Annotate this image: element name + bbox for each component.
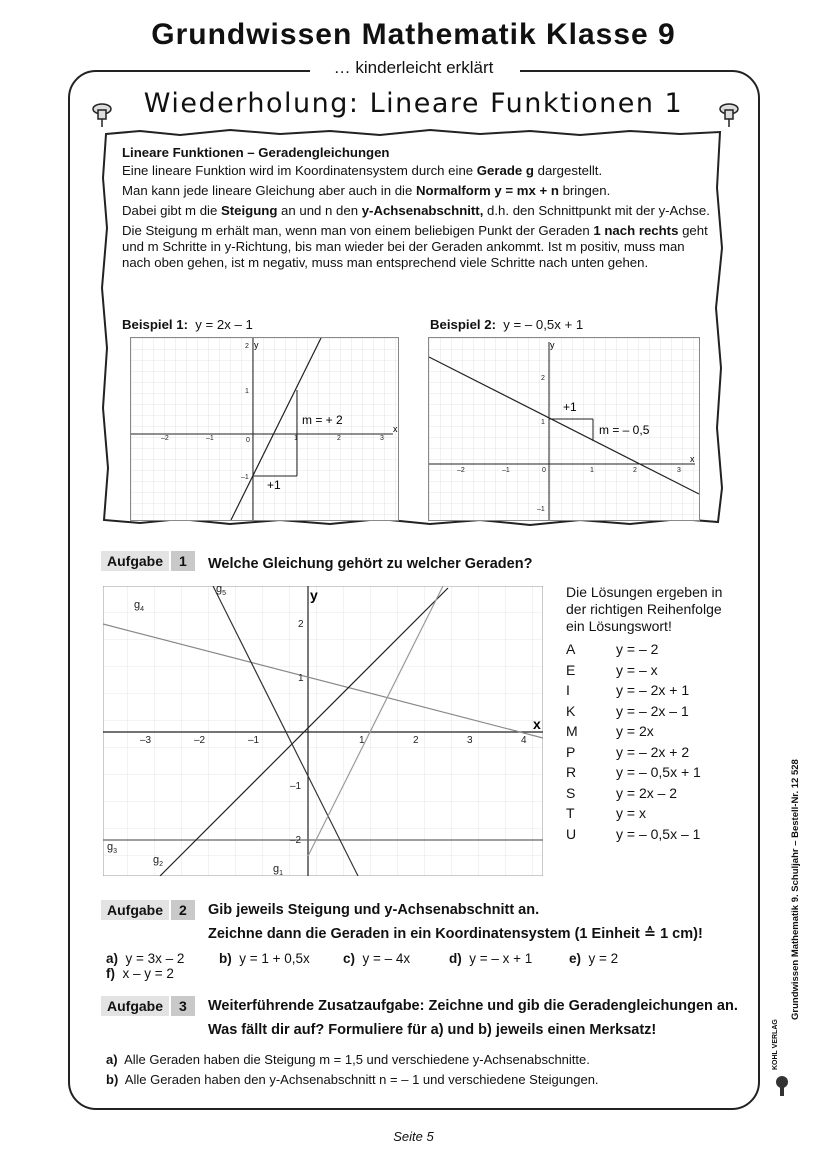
- task2-item: a) y = 3x – 2: [106, 951, 185, 966]
- svg-text:m = + 2: m = + 2: [302, 413, 343, 427]
- svg-text:2: 2: [413, 735, 419, 746]
- svg-text:–3: –3: [140, 735, 152, 746]
- side-order-text: Grundwissen Mathematik 9. Schuljahr – Bestell-Nr. 12 528: [790, 759, 801, 1020]
- example1-label: Beispiel 1: y = 2x – 1: [122, 317, 253, 332]
- svg-text:y: y: [254, 340, 259, 350]
- example1-graph: [130, 337, 399, 521]
- example2-graph: [428, 337, 700, 521]
- svg-text:–2: –2: [457, 467, 465, 474]
- publisher-logo: KOHL VERLAG: [772, 1030, 792, 1100]
- task3-text: Weiterführende Zusatzaufgabe: Zeichne und gib die Geradengleichungen an. Was fällt dir auf? Formuliere für a) und b) jeweils einen Merksatz!: [208, 998, 738, 1038]
- svg-text:3: 3: [380, 435, 384, 442]
- intro-text: Lineare Funktionen – Geradengleichungen Eine lineare Funktion wird im Koordinatensystem durch eine Gerade g dargestellt. Man kann jede lineare Gleichung aber auch in die Normalform y = mx + n bringen. Dabei gibt m die Steigung an und n den y-Achsenabschnitt, d.h. den Schnittpunkt mit der y-Achse. Die Steigung m erhält man, wenn man von einem beliebigen Punkt der Geraden 1 nach rechts geht und m Schritte in y-Richtung, bis man wieder bei der Geraden ankommt. Ist m positiv, muss man nach oben gehen, ist m negativ, muss man entsprechend viele Schritte nach unten gehen.: [122, 145, 712, 271]
- svg-text:–1: –1: [206, 435, 214, 442]
- solution-equation: y = – 2x + 2: [616, 743, 690, 760]
- task3-header: Aufgabe 3: [101, 998, 195, 1016]
- solution-row: [566, 641, 701, 662]
- solution-row: [566, 785, 701, 806]
- solution-equation: y = – x: [616, 661, 658, 678]
- solution-equation: y = x: [616, 805, 646, 821]
- solution-row: [566, 744, 701, 765]
- task2-item: b) y = 1 + 0,5x: [219, 951, 310, 966]
- svg-text:–1: –1: [502, 467, 510, 474]
- svg-text:x: x: [393, 424, 398, 434]
- svg-text:m = – 0,5: m = – 0,5: [599, 423, 650, 437]
- svg-text:3: 3: [467, 735, 473, 746]
- task2-item: e) y = 2: [569, 951, 619, 966]
- svg-text:g1: $g_1$: [273, 863, 284, 876]
- task2-item: c) y = – 4x: [343, 951, 411, 966]
- svg-text:3: 3: [677, 467, 681, 474]
- page-subtitle: … kinderleicht erklärt: [333, 58, 494, 77]
- svg-text:+1: +1: [563, 400, 577, 414]
- solution-equation: y = – 2x – 1: [616, 702, 689, 719]
- task1-header: Aufgabe 1: [101, 553, 195, 571]
- task1-graph: [103, 586, 543, 876]
- intro-heading: Lineare Funktionen – Geradengleichungen: [122, 145, 390, 160]
- solution-row: [566, 805, 701, 826]
- svg-text:2: 2: [541, 375, 545, 382]
- solution-equation: y = 2x – 2: [616, 784, 678, 801]
- page-title: Grundwissen Mathematik Klasse 9: [151, 18, 676, 51]
- svg-text:1: 1: [245, 388, 249, 395]
- svg-text:1: 1: [359, 735, 365, 746]
- solution-letter: E: [566, 661, 576, 678]
- svg-text:y: y: [310, 587, 318, 603]
- solution-row: [566, 662, 701, 683]
- solution-letter: T: [566, 805, 575, 821]
- svg-text:–1: –1: [241, 474, 249, 481]
- solution-row: [566, 682, 701, 703]
- svg-text:1: 1: [294, 435, 298, 442]
- svg-text:1: 1: [298, 673, 304, 684]
- solution-row: [566, 764, 701, 785]
- solution-row: [566, 723, 701, 744]
- task2-text: Gib jeweils Steigung und y-Achsenabschnitt an. Zeichne dann die Geraden in ein Koordinatensystem (1 Einheit ≙ 1 cm)!: [208, 902, 703, 942]
- solution-letter: U: [566, 825, 577, 842]
- svg-text:–2: –2: [290, 835, 302, 846]
- solution-letter: K: [566, 702, 576, 719]
- solution-letter: P: [566, 743, 576, 760]
- page-number: Seite 5: [393, 1129, 434, 1144]
- svg-text:x: x: [533, 716, 541, 732]
- svg-text:2: 2: [337, 435, 341, 442]
- svg-text:g5: $g_5$: [216, 586, 227, 597]
- solution-equation: y = 2x: [616, 723, 654, 739]
- solution-letter: M: [566, 723, 578, 739]
- solution-equation: y = – 0,5x – 1: [616, 825, 701, 842]
- svg-text:1: 1: [590, 467, 594, 474]
- svg-text:2: 2: [298, 619, 304, 630]
- svg-text:2: 2: [245, 343, 249, 350]
- svg-text:2: 2: [633, 467, 637, 474]
- svg-text:–1: –1: [537, 506, 545, 513]
- task1-text: Welche Gleichung gehört zu welcher Geraden?: [208, 556, 533, 572]
- task2-item: f) x – y = 2: [106, 966, 174, 981]
- svg-text:4: 4: [521, 735, 527, 746]
- svg-text:–2: –2: [194, 735, 206, 746]
- svg-text:g4: $g_4$: [134, 599, 145, 613]
- solution-row: [566, 826, 701, 847]
- task2-item: d) y = – x + 1: [449, 951, 533, 966]
- svg-text:1: 1: [541, 419, 545, 426]
- solution-equation: y = – 0,5x + 1: [616, 764, 701, 780]
- solution-equation: y = – 2x + 1: [616, 682, 690, 698]
- solution-letter: S: [566, 784, 576, 801]
- svg-text:–2: –2: [161, 435, 169, 442]
- svg-text:+1: +1: [267, 478, 281, 492]
- solutions-list: [566, 641, 701, 846]
- solution-letter: A: [566, 641, 576, 657]
- svg-text:–1: –1: [290, 781, 302, 792]
- task2-header: Aufgabe 2: [101, 902, 195, 920]
- example2-label: Beispiel 2: y = – 0,5x + 1: [430, 317, 584, 332]
- svg-text:x: x: [690, 454, 695, 464]
- section-title: Wiederholung: Lineare Funktionen 1: [143, 88, 684, 119]
- solution-note: Die Lösungen ergeben in der richtigen Reihenfolge ein Lösungswort!: [566, 584, 723, 634]
- solution-letter: I: [566, 682, 570, 698]
- solution-row: [566, 703, 701, 724]
- solution-equation: y = – 2: [616, 641, 659, 657]
- svg-text:0: 0: [542, 467, 546, 474]
- svg-text:y: y: [550, 340, 555, 350]
- task3-items: a) Alle Geraden haben die Steigung m = 1,5 und verschiedene y-Achsenabschnitte. b) Alle Geraden haben den y-Achsenabschnitt n = – 1 und verschiedene Steigungen.: [106, 1052, 599, 1087]
- svg-text:0: 0: [246, 437, 250, 444]
- solution-letter: R: [566, 764, 577, 780]
- svg-text:g3: $g_3$: [107, 841, 118, 855]
- svg-text:–1: –1: [248, 735, 260, 746]
- svg-text:g2: $g_2$: [153, 854, 164, 868]
- task2-equations: [106, 951, 746, 981]
